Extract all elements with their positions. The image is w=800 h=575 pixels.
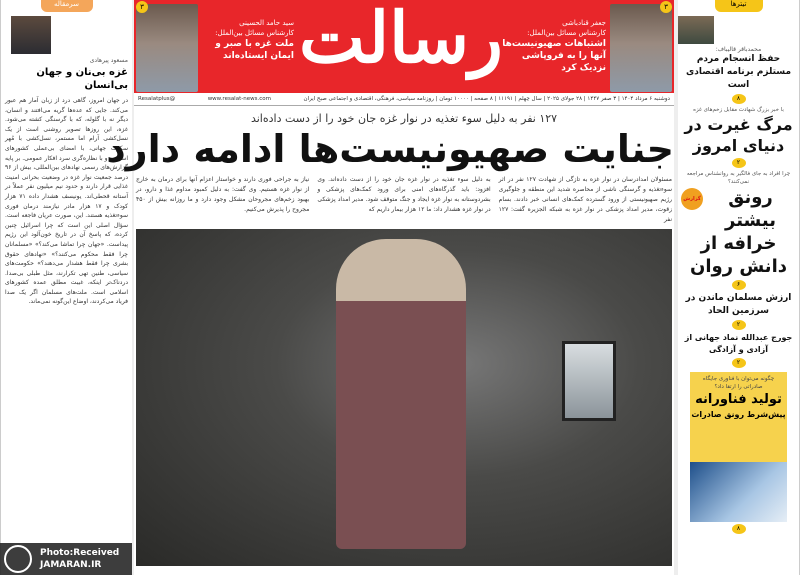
lead-paragraph: مسئولان امدادرسان در نوار غزه به تازگی از شهادت ۱۲۷ نفر در اثر سوءتغذیه و گرسنگی ناشی از محاصره شدید این منطقه و جلوگیری رژیم صهیونیستی از ورود گسترده کمک‌های انسانی خبر دادند. بسام زقوت، مدیر امداد پزشکی در نوار غزه به شبکه الجزیره گفت: ۱۲۷ نفر [498, 176, 672, 223]
page-ref: ۲ [732, 358, 746, 368]
page-ref: ۶ [732, 280, 746, 290]
headline-item[interactable]: مرگ غیرت در دنیای امروز [684, 115, 793, 155]
jamaran-logo-icon [4, 545, 32, 573]
quote-name: سید حامد الحسینی [239, 19, 294, 27]
item-kicker: با خبر بزرگ شهادت مقابل زخم‌های غزه [693, 107, 784, 113]
page-badge: ۳ [136, 1, 148, 13]
report-badge: گزارش [681, 188, 703, 210]
lab-image [690, 462, 787, 522]
author-photo [11, 16, 51, 54]
headlines-column [678, 0, 800, 575]
lead-paragraph: به دلیل سوء تغذیه در نوار غزه جان خود را از دست داده‌اند. وی افزود: باید گذرگاه‌های امنی برای ورود کمک‌های پزشکی و بشردوستانه به نوار غزه ایجاد و جنگ متوقف شود. مدیر امداد پزشکی در نوار غزه هشدار داد: ما ۱۲ هزار بیمار داریم که [317, 176, 491, 213]
editorial-text: در جهان امروز، گاهی درد از زبان آمار هم عبور می‌کند. جایی که عده‌ها گریه می‌افتند و انسان، دیگر نه با گلوله، که با گرسنگی کشته می‌شود. غزه، این روزها تصویر روشنی است از یک نسل‌کشی آرام اما مستمر، نسل‌کشی با مُهر سکوت جهانی، با امضای بی‌عملی کشورهای اسلامی و با نظاره‌گری سرد افکار عمومی. بر پایه گزارش‌های رسمی نهادهای بین‌المللی، بیش از ۹۶ درصد جمعیت نوار غزه در وضعیت بحرانی امنیت غذایی قرار دارند و حدود نیم میلیون نفر عملاً در آستانه قحطی‌اند. یونیسف هشدار داده ۷۱ هزار کودک و ۱۷ هزار مادر نیازمند درمان فوری سوءتغذیه هستند. این، صورت عریان فاجعه است. سؤال اصلی این است که چرا اسرائیل چنین کرده، که پاسخ آن در تاریخ خون‌آلود این رژیم پیداست. «جهان چرا تماشا می‌کند؟» «مسلمانان چرا فقط محکوم می‌کنند؟» «نهادهای حقوق بشری چرا فقط هشدار می‌دهند؟» حکومت‌های سیاسی، طنین تهی تکرارند، مثل طبلی بی‌صدا. دردناک‌تر اینکه، غیبت مطلق عمده کشورهای اسلامی است. ملت‌های مسلمان اگر یک صدا فریاد می‌کردند، اوضاع این‌گونه نمی‌ماند. [5, 97, 128, 306]
editorial-author: مسعود پیرهادی [89, 57, 128, 64]
right-quote-box[interactable] [502, 18, 606, 74]
promo-kicker: چگونه می‌توان با فناوری جایگاه صادراتی را ارتقا داد؟ [702, 376, 775, 390]
page-ref: ۸ [732, 94, 746, 104]
headline-item[interactable]: رونق بیشتر خرافه از دانش روان [690, 187, 787, 277]
item-kicker: چرا افراد به جای فالگیر به روانشناس مراجعه نمی‌کنند؟ [686, 171, 791, 185]
newspaper-logo: رسالت [299, 0, 503, 79]
promo-subtitle: پیش‌شرط رونق صادرات [691, 410, 786, 419]
lead-subtitle: ۱۲۷ نفر به دلیل سوء تغذیه در نوار غزه جان خود را از دست داده‌اند [250, 112, 558, 125]
portrait-right [610, 4, 672, 92]
editorial-column [0, 0, 132, 575]
promo-title: تولید فناورانه [695, 392, 782, 407]
credit-line2: JAMARAN.IR [40, 560, 102, 570]
issue-info: دوشنبه ۶ مرداد ۱۴۰۴ | ۳ صفر ۱۴۴۷ | ۲۸ جولای ۲۰۲۵ | سال چهلم | ۱۱۱۹۱ | ۸ صفحه | ۱۰۰۰۰ تومان | روزنامه سیاسی، فرهنگی، اقتصادی و اجتماعی صبح ایران [303, 96, 670, 102]
photo-credit [0, 543, 132, 575]
portrait-left [136, 4, 198, 92]
issue-info-bar [134, 93, 674, 106]
page-ref: ۲ [732, 320, 746, 330]
editorial-title[interactable]: غزه بی‌نان و جهان بی‌انسان [36, 67, 128, 91]
lead-photo [136, 229, 672, 566]
lead-body [136, 175, 672, 225]
photo-window [562, 341, 616, 421]
headline-item[interactable]: ارزش مسلمان ماندن در سرزمین الحاد [685, 293, 792, 316]
tech-export-promo[interactable] [690, 372, 787, 522]
credit-line1: Photo:Received [40, 548, 120, 558]
masthead [134, 0, 674, 93]
quote-role: کارشناس مسائل بین‌الملل: [527, 29, 606, 37]
quote-text: ملت غزه با صبر و ایمان ایستاده‌اند [215, 39, 294, 61]
headlines-tag: تیترها [715, 0, 763, 12]
quote-text: اشتباهات صهیونیست‌ها آنها را به فروپاشی نزدیک کرد [502, 39, 606, 73]
page-ref: ۸ [732, 524, 746, 534]
quote-name: جعفر قنادباشی [562, 19, 606, 27]
page-ref: ۲ [732, 158, 746, 168]
photo-subject [336, 239, 466, 549]
editorial-tag: سرمقاله [41, 0, 93, 12]
item-kicker: محمدباقر قالیباف: [715, 46, 762, 53]
quote-role: کارشناس مسائل بین‌الملل: [215, 29, 294, 37]
website[interactable]: www.resalat-news.com [207, 96, 271, 102]
lead-paragraph: نیاز به جراحی فوری دارند و خواستار اعزام آنها برای درمان به خارج از نوار غزه هستیم. وی گفت: به دلیل کمبود مداوم غذا و دارو، در بهبود زخم‌های مجروحان مشکل وجود دارد و ما روزانه بیش از ۴۵۰ مجروح را پذیرش می‌کنیم. [136, 176, 310, 213]
lead-headline[interactable]: جنایت صهیونیست‌ها ادامه دارد [106, 127, 674, 171]
qalibaf-photo [678, 16, 714, 44]
headline-item[interactable]: حفظ انسجام مردم مستلزم برنامه اقتصادی است [685, 54, 792, 90]
headline-item[interactable]: جورج عبدالله نماد جهانی از آزادی و آزادگی [684, 333, 793, 354]
page-badge: ۳ [660, 1, 672, 13]
headline-item-wrap[interactable] [681, 186, 796, 278]
left-quote-box[interactable] [202, 18, 294, 62]
social-handle[interactable]: @Resalatplus [138, 96, 176, 102]
